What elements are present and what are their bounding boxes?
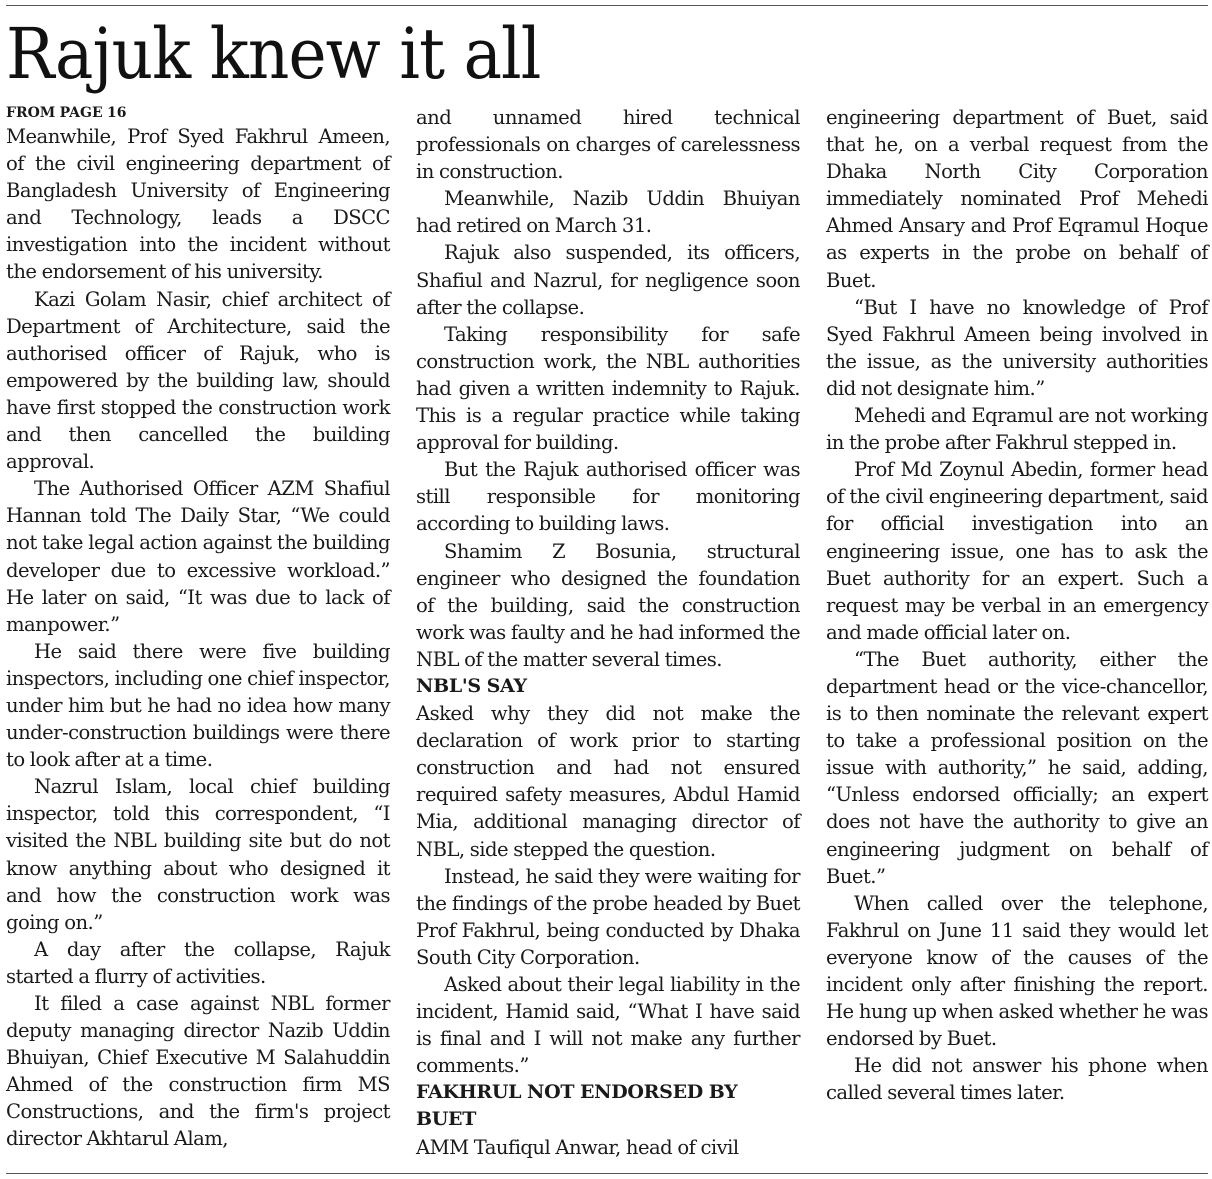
paragraph: He said there were five building inspectors, including one chief inspector, under him but he had no idea how many under-construction buildings were there to look after at a time.: [6, 639, 390, 772]
paragraph: Asked why they did not make the declaration of work prior to starting construction and had not ensured required safety measures, Abdul Hamid Mia, additional managing director of NBL, side stepped the question.: [416, 702, 800, 861]
paragraph: Instead, he said they were waiting for the findings of the probe headed by Buet Prof Fakhrul, being conducted by Dhaka South City Corporation.: [416, 864, 800, 969]
paragraph: Meanwhile, Nazib Uddin Bhuiyan had retired on March 31.: [416, 187, 800, 238]
paragraph: Nazrul Islam, local chief building inspector, told this correspondent, “I visited the NBL building site but do not know anything about who designed it and how the construction work was going on.”: [6, 775, 390, 934]
paragraph: Taking responsibility for safe construction work, the NBL authorities had given a written indemnity to Rajuk. This is a regular practice while taking approval for building.: [416, 322, 800, 455]
column-1: [6, 104, 390, 1153]
paragraph: “But I have no knowledge of Prof Syed Fakhrul Ameen being involved in the issue, as the university authorities did not designate him.”: [826, 295, 1208, 400]
top-rule: [6, 5, 1208, 6]
paragraph: A day after the collapse, Rajuk started a flurry of activities.: [6, 937, 390, 988]
paragraph: “The Buet authority, either the department head or the vice-chancellor, is to then nominate the relevant expert to take a professional position on the issue with authority,” he said, adding, “Unless endorsed officially; an expert does not have the authority to give an engineering judgment on behalf of Buet.”: [826, 647, 1208, 888]
paragraph: Meanwhile, Prof Syed Fakhrul Ameen, of the civil engineering department of Bangladesh University of Engineering and Technology, leads a DSCC investigation into the incident without the endorsement of his university.: [6, 125, 390, 284]
paragraph: It filed a case against NBL former deputy managing director Nazib Uddin Bhuiyan, Chief Executive M Salahuddin Ahmed of the construction firm MS Constructions, and the firm's project director Akhtarul Alam,: [6, 992, 390, 1151]
jump-line: FROM PAGE 16: [6, 105, 127, 121]
paragraph: Mehedi and Eqramul are not working in the probe after Fakhrul stepped in.: [826, 404, 1208, 455]
paragraph-continuation: and unnamed hired technical professionals on charges of carelessness in construction.: [416, 106, 800, 184]
paragraph: The Authorised Officer AZM Shafiul Hannan told The Daily Star, “We could not take legal action against the building developer due to excessive workload.” He later on said, “It was due to lack of manpower.”: [6, 477, 390, 636]
paragraph: AMM Taufiqul Anwar, head of civil: [416, 1135, 739, 1159]
paragraph: Kazi Golam Nasir, chief architect of Department of Architecture, said the authorised officer of Rajuk, who is empowered by the building law, should have first stopped the construction work and then cancelled the building approval.: [6, 287, 390, 474]
bottom-rule: [6, 1173, 1208, 1174]
paragraph: Shamim Z Bosunia, structural engineer who designed the foundation of the building, said the construction work was faulty and he had informed the NBL of the matter several times.: [416, 539, 800, 671]
paragraph: When called over the telephone, Fakhrul on June 11 said they would let everyone know of the causes of the incident only after finishing the report. He hung up when asked whether he was endorsed by Buet.: [826, 891, 1208, 1051]
subhead-nbls-say: NBL'S SAY: [416, 674, 527, 697]
paragraph: Rajuk also suspended, its officers, Shafiul and Nazrul, for negligence soon after the collapse.: [416, 241, 800, 319]
paragraph-continuation: engineering department of Buet, said that he, on a verbal request from the Dhaka North City Corporation immediately nominated Prof Mehedi Ahmed Ansary and Prof Eqramul Hoque as experts in the probe on behalf of Buet.: [826, 106, 1208, 292]
paragraph: But the Rajuk authorised officer was still responsible for monitoring according to building laws.: [416, 458, 800, 536]
headline: Rajuk knew it all: [6, 13, 541, 95]
paragraph: Prof Md Zoynul Abedin, former head of the civil engineering department, said for official investigation into an engineering issue, one has to ask the Buet authority for an expert. Such a request may be verbal in an emergency and made official later on.: [826, 458, 1208, 644]
paragraph: He did not answer his phone when called several times later.: [826, 1054, 1208, 1105]
subhead-fakhrul-not-endorsed: FAKHRUL NOT ENDORSED BY BUET: [416, 1081, 738, 1131]
paragraph: Asked about their legal liability in the incident, Hamid said, “What I have said is final and I will not make any further comments.”: [416, 973, 800, 1078]
column-3: [826, 104, 1208, 1106]
column-2: [416, 104, 800, 1161]
